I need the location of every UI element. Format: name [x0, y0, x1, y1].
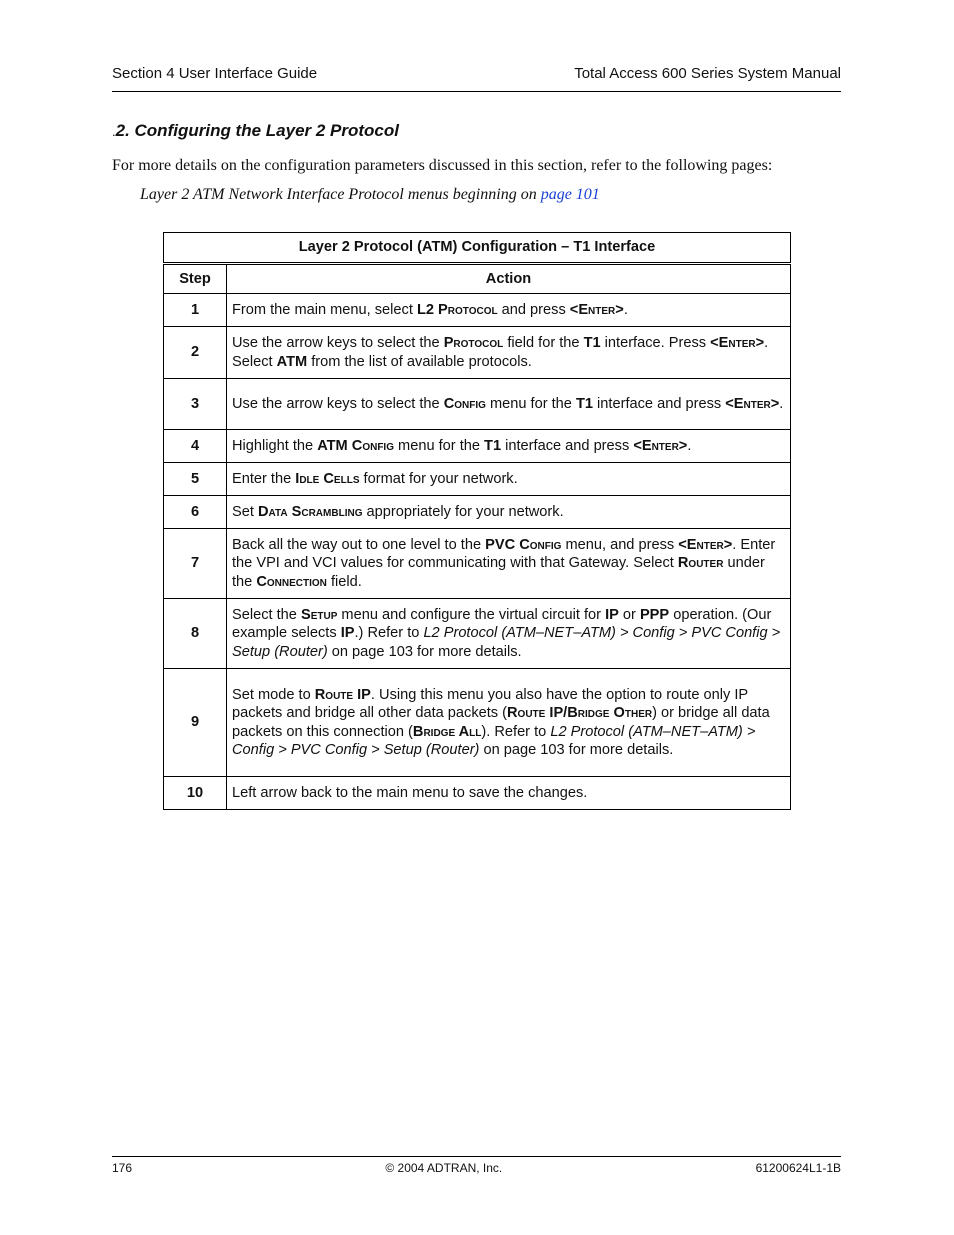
action-text-segment: . Enter the VPI and VCI values for communicating with that Gateway. Select	[232, 536, 776, 572]
action-text-segment: Data Scrambling	[257, 503, 363, 520]
action-text-segment: IP	[353, 686, 371, 703]
action-column-header: Action	[227, 264, 791, 294]
reference-line	[140, 186, 600, 204]
action-text-segment: L2	[416, 301, 439, 318]
action-text-segment: menu for the	[394, 437, 485, 454]
action-text-segment: PVC	[485, 536, 520, 553]
step-action	[227, 529, 791, 599]
step-action	[227, 463, 791, 496]
table-caption: Layer 2 Protocol (ATM) Configuration – T1 Interface	[164, 233, 791, 264]
page-number: 176	[112, 1161, 133, 1175]
action-text-segment: Config	[519, 536, 562, 553]
table-row	[164, 430, 791, 463]
action-text-segment: <Enter>	[678, 536, 733, 553]
section-title	[112, 121, 399, 141]
table-row	[164, 669, 791, 777]
action-text-segment: interface and press	[501, 437, 634, 454]
action-text-segment: IP/	[545, 705, 568, 721]
action-text-segment: Bridge Other	[567, 705, 653, 721]
document-id: 61200624L1-1B	[755, 1161, 841, 1175]
action-text-segment: T1	[583, 335, 601, 351]
action-text-segment: . Select	[232, 335, 769, 370]
action-text-segment: operation. (Our example selects	[232, 606, 772, 642]
step-number: 5	[164, 463, 227, 496]
action-text-segment: Setup	[300, 606, 338, 623]
table-row	[164, 777, 791, 810]
action-text-segment: interface. Press	[600, 335, 711, 351]
action-text-segment: L2 Protocol (ATM–NET–ATM) > Config > PVC Config > Setup (Router)	[232, 723, 756, 758]
configuration-steps-table	[163, 232, 791, 810]
action-text-segment: on page 103 for more details.	[479, 742, 674, 758]
action-text-segment: <Enter>	[725, 395, 780, 412]
action-text-segment: Set	[232, 503, 258, 520]
step-number: 6	[164, 496, 227, 529]
step-action	[227, 294, 791, 327]
step-action	[227, 669, 791, 777]
step-number: 10	[164, 777, 227, 810]
action-text-segment: Enter the	[232, 470, 296, 487]
action-text-segment: interface and press	[593, 395, 726, 412]
step-number: 2	[164, 327, 227, 379]
action-text-segment: Select the	[232, 606, 301, 623]
action-text-segment: format for your network.	[359, 470, 518, 487]
action-text-segment: Left arrow back to the main menu to save the changes.	[232, 784, 588, 801]
action-text-segment: .	[687, 437, 692, 454]
section-prefix: .	[112, 124, 116, 139]
table-row	[164, 463, 791, 496]
step-column-header: Step	[164, 264, 227, 294]
action-text-segment: menu and configure the virtual circuit for	[337, 606, 606, 623]
step-action	[227, 327, 791, 379]
action-text-segment: T1	[484, 437, 502, 454]
header-section: Section 4 User Interface Guide	[112, 65, 318, 82]
intro-paragraph: For more details on the configuration parameters discussed in this section, refer to the following pages:	[112, 157, 773, 174]
reference-link[interactable]: page 101	[540, 186, 600, 203]
running-header	[112, 65, 841, 82]
action-text-segment: menu, and press	[561, 536, 679, 553]
action-text-segment: field.	[326, 573, 362, 590]
action-text-segment: Protocol	[443, 335, 504, 351]
action-text-segment: From the main menu, select	[232, 301, 417, 318]
header-rule	[112, 91, 841, 92]
step-action	[227, 496, 791, 529]
action-text-segment: T1	[575, 395, 593, 412]
steps-body	[164, 294, 791, 810]
action-text-segment: appropriately for your network.	[362, 503, 564, 520]
action-text-segment: menu for the	[485, 395, 576, 412]
action-text-segment: Route	[314, 686, 354, 703]
action-text-segment: Idle Cells	[295, 470, 360, 487]
action-text-segment: ATM	[276, 353, 308, 370]
step-number: 3	[164, 379, 227, 430]
action-text-segment: Config	[351, 437, 394, 454]
reference-text: Layer 2 ATM Network Interface Protocol menus beginning on	[140, 186, 541, 203]
action-text-segment: Highlight the	[232, 437, 318, 454]
step-action	[227, 599, 791, 669]
action-text-segment: IP	[605, 606, 619, 623]
action-text-segment: <Enter>	[710, 335, 765, 351]
step-number: 4	[164, 430, 227, 463]
action-text-segment: Use the arrow keys to select the	[232, 395, 444, 412]
action-text-segment: ). Refer to	[481, 723, 551, 740]
action-text-segment: . Using this menu you also have the option to route only IP packets and bridge all other data packets (	[232, 686, 748, 721]
step-action	[227, 430, 791, 463]
step-action	[227, 379, 791, 430]
action-text-segment: PPP	[639, 606, 670, 623]
step-number: 7	[164, 529, 227, 599]
action-text-segment: Protocol	[438, 301, 498, 318]
step-action	[227, 777, 791, 810]
action-text-segment: <Enter>	[633, 437, 688, 454]
table-row	[164, 529, 791, 599]
action-text-segment: Route	[507, 705, 546, 721]
footer-rule	[112, 1156, 841, 1157]
action-text-segment: Back all the way out to one level to the	[232, 536, 486, 553]
action-text-segment: under the	[232, 555, 765, 590]
table-row	[164, 379, 791, 430]
action-text-segment: or	[618, 606, 640, 623]
action-text-segment: .) Refer to	[354, 625, 424, 642]
step-number: 8	[164, 599, 227, 669]
step-number: 1	[164, 294, 227, 327]
action-text-segment: and press	[497, 301, 570, 318]
action-text-segment: Router	[677, 555, 724, 572]
table-row	[164, 599, 791, 669]
action-text-segment: field for the	[503, 335, 584, 351]
action-text-segment: from the list of available protocols.	[307, 353, 532, 370]
action-text-segment: Bridge All	[412, 723, 482, 740]
action-text-segment: ATM	[317, 437, 352, 454]
table-row	[164, 294, 791, 327]
action-text-segment: on page 103 for more details.	[327, 643, 522, 660]
step-number: 9	[164, 669, 227, 777]
action-text-segment: Config	[443, 395, 486, 412]
action-text-segment: .	[623, 301, 628, 318]
action-text-segment: Connection	[256, 573, 327, 590]
header-manual-title: Total Access 600 Series System Manual	[574, 65, 841, 82]
action-text-segment: ) or bridge all data packets on this connection (	[232, 705, 770, 740]
action-text-segment: L2 Protocol (ATM–NET–ATM) > Config > PVC Config > Setup (Router)	[232, 625, 781, 660]
copyright: © 2004 ADTRAN, Inc.	[385, 1161, 503, 1175]
action-text-segment: .	[779, 395, 784, 412]
running-footer	[112, 1161, 841, 1175]
section-title-text: 2. Configuring the Layer 2 Protocol	[115, 121, 399, 140]
table-row	[164, 496, 791, 529]
action-text-segment: Set mode to	[232, 686, 315, 703]
action-text-segment: <Enter>	[569, 301, 624, 318]
action-text-segment: IP	[340, 625, 355, 642]
action-text-segment: Use the arrow keys to select the	[232, 335, 444, 351]
table-row	[164, 327, 791, 379]
